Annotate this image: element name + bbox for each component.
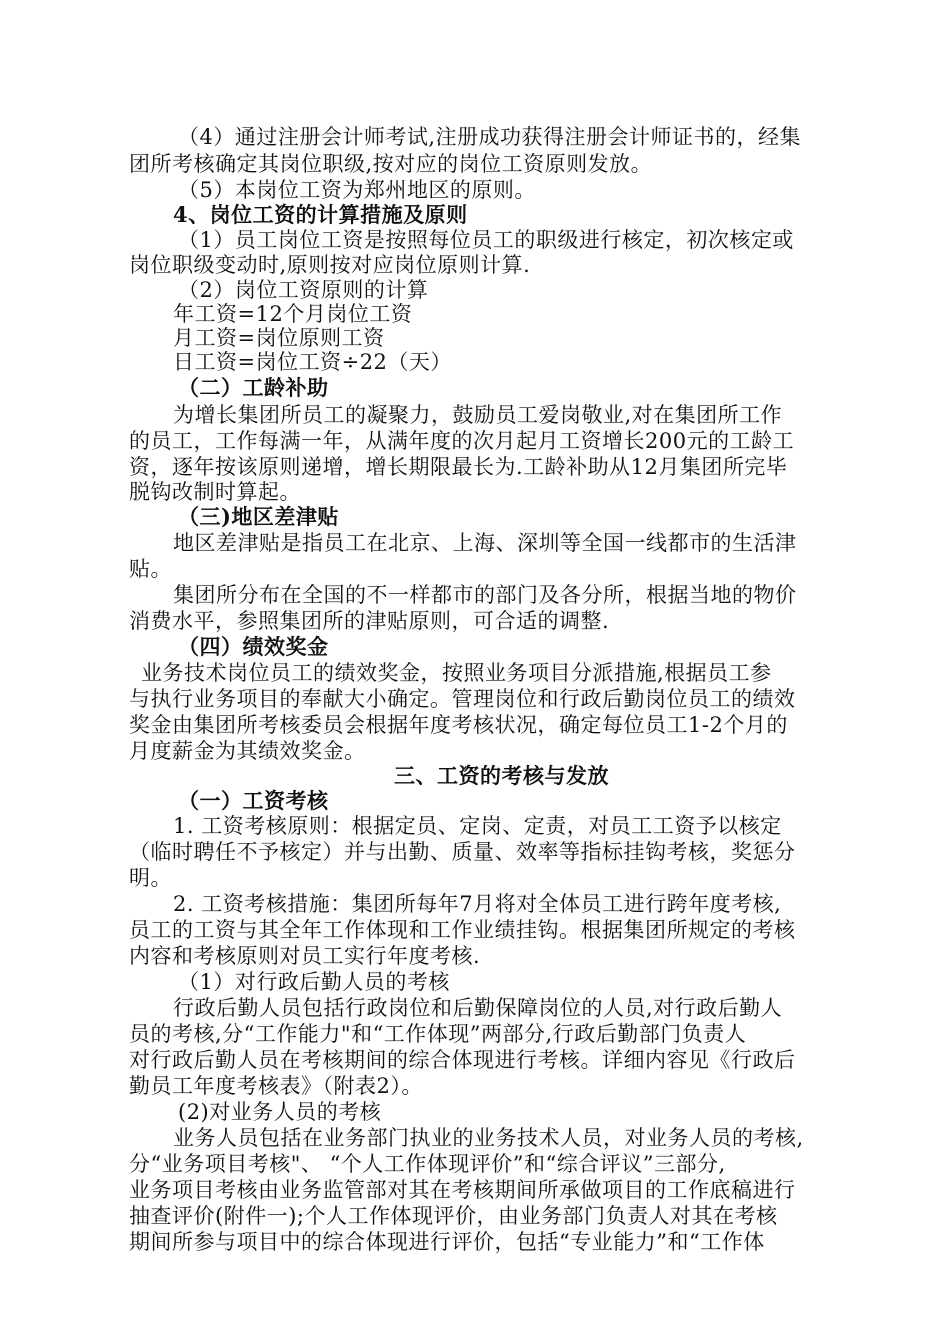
text-line: （临时聘任不予核定）并与出勤、质量、效率等指标挂钩考核，奖惩分 — [129, 840, 796, 864]
text-line: 贴。 — [129, 557, 172, 581]
text-line: 1. 工资考核原则：根据定员、定岗、定责，对员工工资予以核定 — [173, 814, 782, 838]
text-line: 员的考核,分“工作能力"和“工作体现”两部分,行政后勤部门负责人 — [129, 1022, 747, 1046]
text-line: 行政后勤人员包括行政岗位和后勤保障岗位的人员,对行政后勤人 — [173, 996, 783, 1020]
text-line: 内容和考核原则对员工实行年度考核. — [129, 944, 481, 968]
section-heading: （二）工龄补助 — [178, 375, 329, 400]
text-line: （1）对行政后勤人员的考核 — [178, 970, 450, 994]
text-line: 资，逐年按该原则递增，增长期限最长为.工龄补助从12月集团所完毕 — [129, 455, 788, 479]
text-line: 分“业务项目考核"、 “个人工作体现评价”和“综合评议”三部分, — [129, 1152, 726, 1176]
text-line: 集团所分布在全国的不一样都市的部门及各分所，根据当地的物价 — [173, 583, 797, 607]
chapter-heading: 三、工资的考核与发放 — [394, 763, 609, 788]
text-line: 2. 工资考核措施：集团所每年7月将对全体员工进行跨年度考核, — [173, 892, 782, 916]
section-heading: （三)地区差津贴 — [178, 504, 339, 529]
text-line: 业务人员包括在业务部门执业的业务技术人员，对业务人员的考核, — [173, 1126, 804, 1150]
text-line: 消费水平，参照集团所的津贴原则，可合适的调整. — [129, 609, 610, 633]
section-heading: （四）绩效奖金 — [178, 634, 329, 659]
text-line: 岗位职级变动时,原则按对应岗位原则计算. — [129, 253, 531, 277]
text-line: （2）岗位工资原则的计算 — [178, 278, 429, 302]
text-line: （1）员工岗位工资是按照每位员工的职级进行核定，初次核定或 — [178, 228, 794, 252]
text-line: 月工资=岗位原则工资 — [173, 326, 385, 350]
text-line: 月度薪金为其绩效奖金。 — [129, 739, 366, 763]
text-line: 业务项目考核由业务监管部对其在考核期间所承做项目的工作底稿进行 — [129, 1178, 796, 1202]
section-heading: 4、岗位工资的计算措施及原则 — [173, 202, 468, 227]
text-line: 抽查评价(附件一);个人工作体现评价，由业务部门负责人对其在考核 — [129, 1204, 778, 1228]
text-line: 对行政后勤人员在考核期间的综合体现进行考核。详细内容见《行政后 — [129, 1048, 796, 1072]
text-line: 地区差津贴是指员工在北京、上海、深圳等全国一线都市的生活津 — [173, 531, 797, 555]
text-line: 业务技术岗位员工的绩效奖金，按照业务项目分派措施,根据员工参 — [141, 661, 772, 685]
text-line: 脱钩改制时算起。 — [129, 480, 301, 504]
text-line: 勤员工年度考核表》（附表2）。 — [129, 1074, 423, 1098]
text-line: 期间所参与项目中的综合体现进行评价，包括“专业能力”和“工作体 — [129, 1230, 765, 1254]
text-line: 年工资=12个月岗位工资 — [173, 302, 413, 326]
text-line: 员工的工资与其全年工作体现和工作业绩挂钩。根据集团所规定的考核 — [129, 918, 796, 942]
text-line: 为增长集团所员工的凝聚力，鼓励员工爱岗敬业,对在集团所工作 — [173, 403, 783, 427]
text-line: 的员工，工作每满一年，从满年度的次月起月工资增长200元的工龄工 — [129, 429, 795, 453]
text-line: 团所考核确定其岗位职级,按对应的岗位工资原则发放。 — [129, 152, 653, 176]
text-line: 明。 — [129, 866, 172, 890]
text-line: 日工资=岗位工资÷22（天） — [173, 350, 452, 374]
text-line: （4）通过注册会计师考试,注册成功获得注册会计师证书的，经集 — [178, 125, 802, 149]
text-line: (2)对业务人员的考核 — [178, 1100, 382, 1124]
section-heading: （一）工资考核 — [178, 788, 329, 813]
text-line: （5）本岗位工资为郑州地区的原则。 — [178, 178, 536, 202]
text-line: 奖金由集团所考核委员会根据年度考核状况，确定每位员工1-2个月的 — [129, 713, 788, 737]
text-line: 与执行业务项目的奉献大小确定。管理岗位和行政后勤岗位员工的绩效 — [129, 687, 796, 711]
